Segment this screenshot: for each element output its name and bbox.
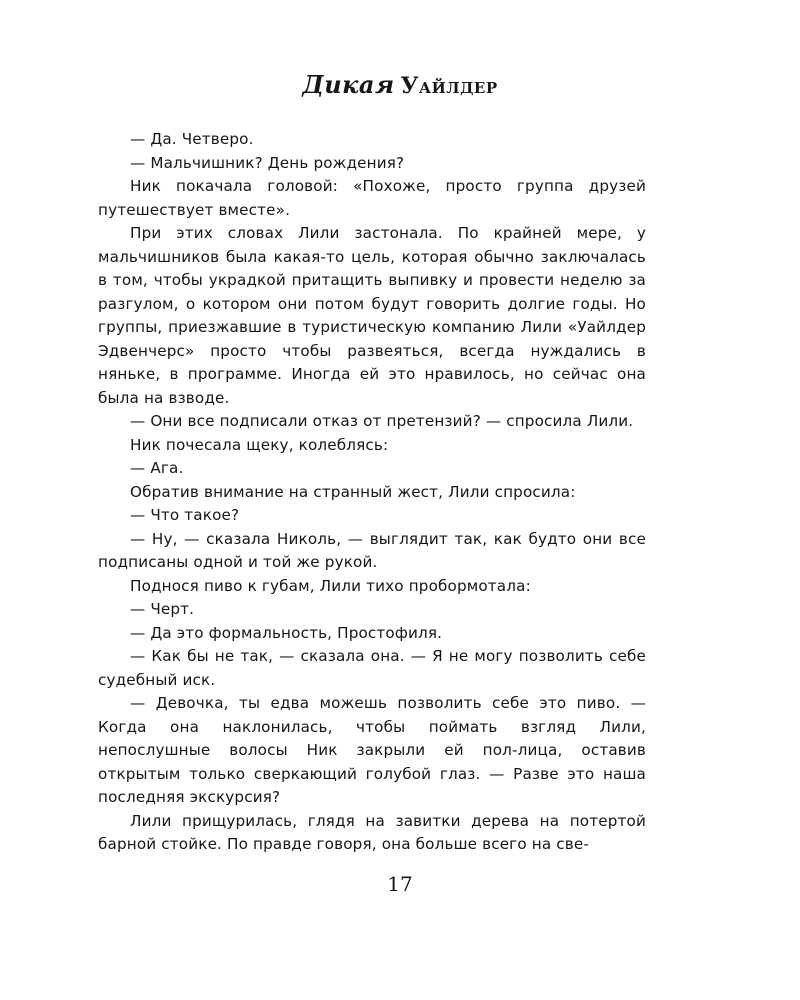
paragraph: — Они все подписали отказ от претензий? — спросила Лили. bbox=[130, 412, 634, 430]
paragraph: При этих словах Лили застонала. По крайней мере, у мальчишников была какая-то цель, которая обычно заключалась в том, чтобы украдкой притащить выпивку и провести неделю за разгулом, о котором они потом будут говорить долгие годы. Но группы, приезжавшие в туристическую компанию Лили «Уайлдер Эдвенчерс» просто чтобы развеяться, всегда нуждались в няньке, в программе. Иногда ей это нравилось, но сейчас она была на взводе. bbox=[98, 224, 646, 407]
paragraph: — Да это формальность, Простофиля. bbox=[130, 623, 443, 642]
paragraph: Ник почесала щеку, колеблясь: bbox=[130, 435, 389, 454]
paragraph: Поднося пиво к губам, Лили тихо пробормотала: bbox=[130, 576, 531, 595]
running-head-first-name: Дикая bbox=[302, 70, 395, 99]
paragraph: — Да. Четверо. bbox=[130, 130, 254, 148]
paragraph: — Как бы не так, — сказала она. — Я не могу позволить себе судебный иск. bbox=[98, 647, 646, 689]
paragraph: — Мальчишник? День рождения? bbox=[130, 153, 405, 172]
paragraph: — Что такое? bbox=[130, 506, 240, 524]
paragraph: — Ну, — сказала Николь, — выглядит так, как будто они все подписаны одной и той же рукой. bbox=[98, 529, 646, 571]
paragraph: Ник покачала головой: «Похоже, просто группа друзей путешествует вместе». bbox=[98, 177, 646, 219]
paragraph: Лили прищурилась, глядя на завитки дерева на потертой барной стойке. По правде говоря, она больше всего на све- bbox=[98, 811, 646, 853]
paragraph: — Ага. bbox=[130, 459, 184, 477]
page-number: 17 bbox=[387, 872, 413, 896]
paragraph: — Девочка, ты едва можешь позволить себе это пиво. — Когда она наклонилась, чтобы поймать взгляд Лили, непослушные волосы Ник закрыли ей пол-лица, оставив открытым только сверкающий голубой глаз. — Разве это наша последняя экскурсия? bbox=[98, 694, 646, 806]
paragraph: — Черт. bbox=[130, 600, 195, 618]
running-head bbox=[0, 70, 800, 99]
paragraph: Обратив внимание на странный жест, Лили спросила: bbox=[130, 482, 576, 501]
running-head-last-name: Уайлдер bbox=[400, 73, 498, 99]
body-text bbox=[98, 128, 646, 857]
